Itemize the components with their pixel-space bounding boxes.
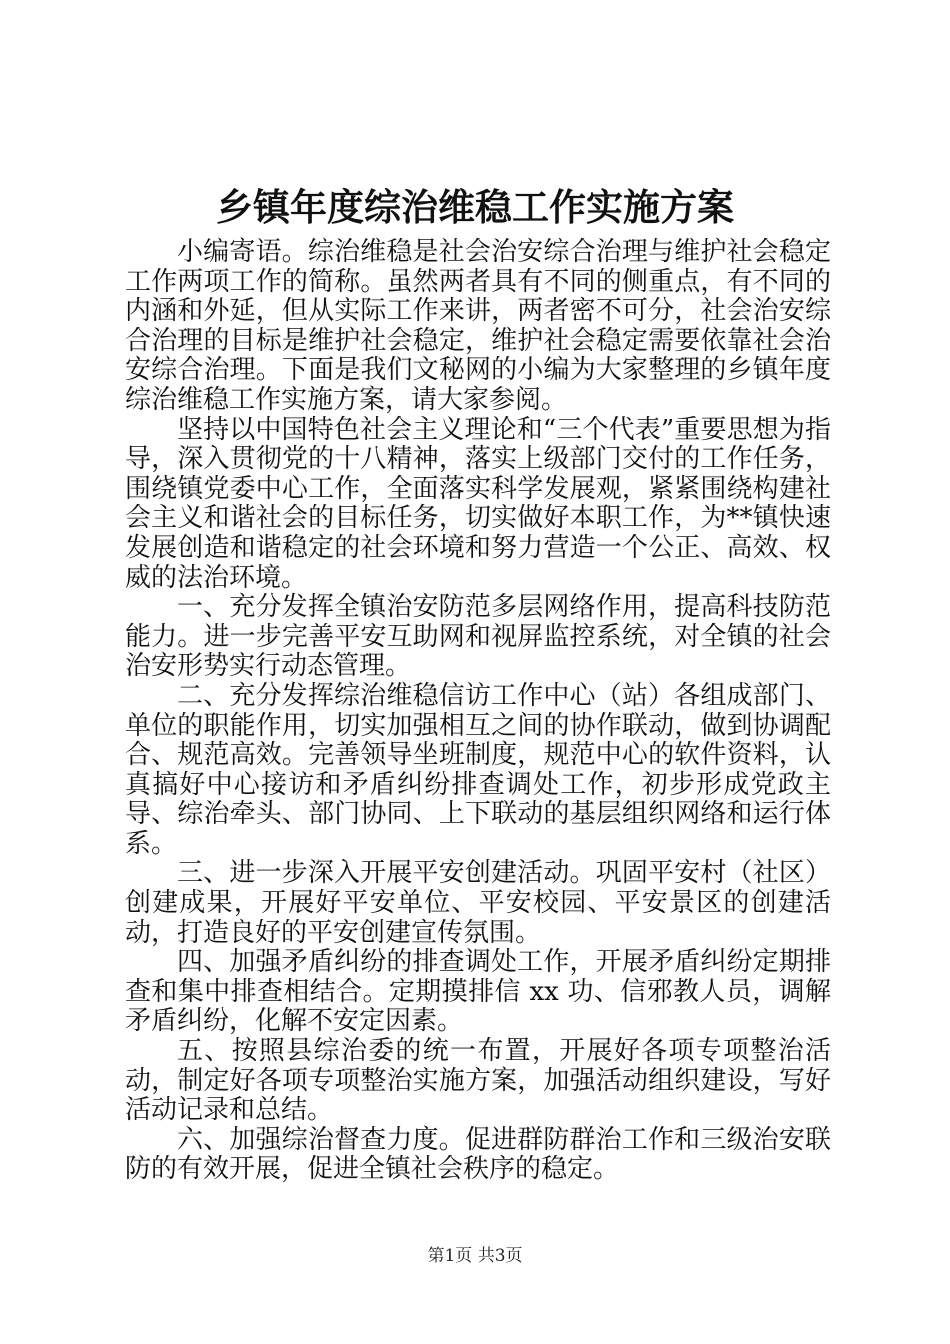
page-footer: 第1页 共3页 — [427, 1246, 523, 1266]
paragraph-intro: 小编寄语。综治维稳是社会治安综合治理与维护社会稳定工作两项工作的简称。虽然两者具有不同的侧重点，有不同的内涵和外延，但从实际工作来讲，两者密不可分，社会治安综合治理的目标是维护社会稳定，维护社会稳定需要依靠社会治安综合治理。下面是我们文秘网的小编为大家整理的乡镇年度综治维稳工作实施方案，请大家参阅。 — [125, 237, 831, 415]
paragraph-item-2: 二、充分发挥综治维稳信访工作中心（站）各组成部门、单位的职能作用，切实加强相互之间的协作联动，做到协调配合、规范高效。完善领导坐班制度，规范中心的软件资料，认真搞好中心接访和矛盾纠纷排查调处工作，初步形成党政主导、综治牵头、部门协同、上下联动的基层组织网络和运行体系。 — [125, 680, 831, 859]
document-body — [125, 238, 831, 1185]
paragraph-item-6: 六、加强综治督查力度。促进群防群治工作和三级治安联防的有效开展，促进全镇社会秩序的稳定。 — [125, 1124, 831, 1185]
paragraph-item-5: 五、按照县综治委的统一布置，开展好各项专项整治活动，制定好各项专项整治实施方案，加强活动组织建设，写好活动记录和总结。 — [125, 1036, 831, 1126]
document-title: 乡镇年度综治维稳工作实施方案 — [216, 185, 734, 229]
paragraph-item-3: 三、进一步深入开展平安创建活动。巩固平安村（社区）创建成果，开展好平安单位、平安校园、平安景区的创建活动，打造良好的平安创建宣传氛围。 — [125, 858, 831, 948]
paragraph-guideline: 坚持以中国特色社会主义理论和“三个代表”重要思想为指导，深入贯彻党的十八精神，落实上级部门交付的工作任务，围绕镇党委中心工作，全面落实科学发展观，紧紧围绕构建社会主义和谐社会的目标任务，切实做好本职工作，为**镇快速发展创造和谐稳定的社会环境和努力营造一个公正、高效、权威的法治环境。 — [125, 414, 831, 593]
paragraph-item-1: 一、充分发挥全镇治安防范多层网络作用，提高科技防范能力。进一步完善平安互助网和视屏监控系统，对全镇的社会治安形势实行动态管理。 — [125, 592, 831, 682]
paragraph-item-4: 四、加强矛盾纠纷的排查调处工作，开展矛盾纠纷定期排查和集中排查相结合。定期摸排信 xx 功、信邪教人员，调解矛盾纠纷，化解不安定因素。 — [125, 947, 831, 1037]
